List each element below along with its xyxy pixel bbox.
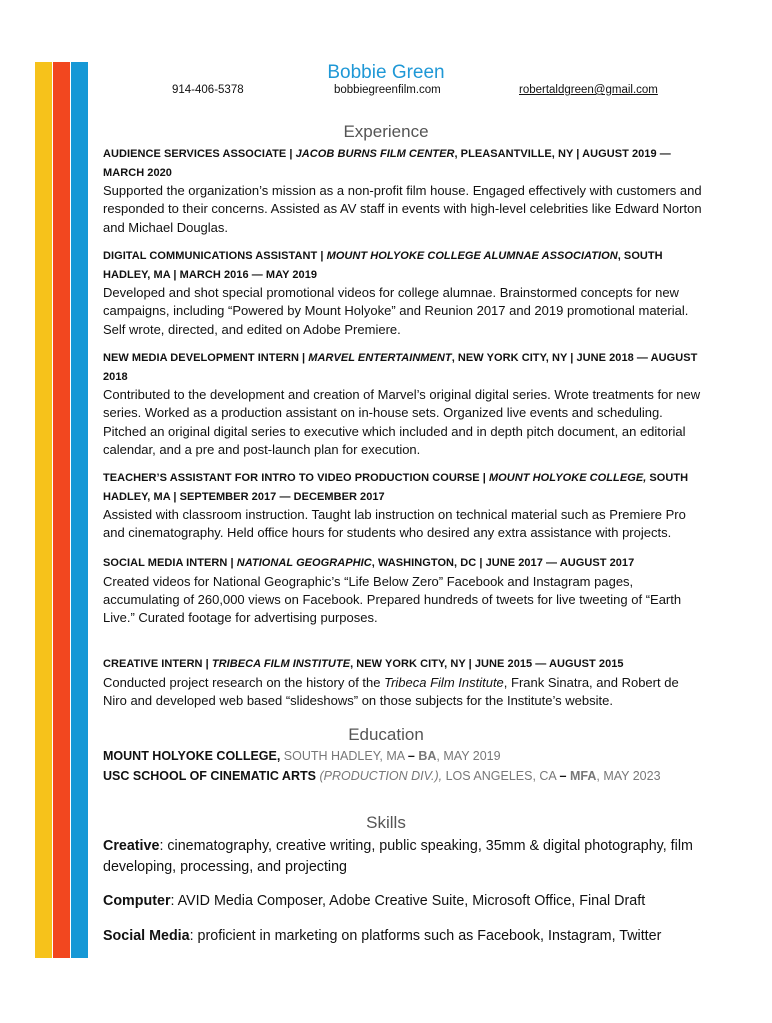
experience-entry [103,655,703,710]
job-description: Assisted with classroom instruction. Taught lab instruction on technical material such as Premiere Pro and cinematography. Held office hours for students who desired any extra assistance with projects. [103,507,686,541]
experience-entry [103,349,703,460]
education-entry: MOUNT HOLYOKE COLLEGE, SOUTH HADLEY, MA – BA, MAY 2019 [103,749,501,763]
job-header: AUDIENCE SERVICES ASSOCIATE | JACOB BURNS FILM CENTER, PLEASANTVILLE, NY | AUGUST 2019 — MARCH 2020 [103,148,671,179]
skill-entry: Computer: AVID Media Composer, Adobe Creative Suite, Microsoft Office, Final Draft [103,893,646,909]
job-header: SOCIAL MEDIA INTERN | NATIONAL GEOGRAPHIC, WASHINGTON, DC | JUNE 2017 — AUGUST 2017 [103,557,635,569]
experience-entry [103,145,703,237]
contact-email-link[interactable]: robertaldgreen@gmail.com [519,84,658,96]
job-header: NEW MEDIA DEVELOPMENT INTERN | MARVEL ENTERTAINMENT, NEW YORK CITY, NY | JUNE 2018 — AUGUST 2018 [103,352,698,383]
experience-entry [103,554,703,628]
contact-website[interactable]: bobbiegreenfilm.com [334,84,441,96]
skills-heading: Skills [366,813,406,832]
job-header: DIGITAL COMMUNICATIONS ASSISTANT | MOUNT HOLYOKE COLLEGE ALUMNAE ASSOCIATION, SOUTH HADLEY, MA | MARCH 2016 — MAY 2019 [103,250,663,281]
education-heading: Education [348,725,424,744]
job-description: Conducted project research on the history of the Tribeca Film Institute, Frank Sinatra, and Robert de Niro and developed web based “slideshows” on those subjects for the Institute’s website. [103,674,679,708]
job-description: Supported the organization’s mission as a non-profit film house. Engaged effectively with customers and responded to their concerns. Assisted as AV staff in events with high-level celebrities like Edward Norton and Michael Douglas. [103,183,702,235]
job-description: Contributed to the development and creation of Marvel’s original digital series. Wrote treatments for new series. Worked as a production assistant on in-house sets. Organized live events and scheduling. Pitched an original digital series to executive which included and in depth pitch document, an editorial calendar, and a pre and post-launch plan for execution. [103,387,701,458]
experience-entry [103,469,703,543]
contact-phone: 914-406-5378 [172,84,244,96]
experience-heading: Experience [343,122,429,141]
job-description: Developed and shot special promotional videos for college alumnae. Brainstormed concepts for new campaigns, including “Powered by Mount Holyoke” and Reunion 2017 and 2019 promotional material. Self wrote, directed, and edited on Adobe Premiere. [103,285,689,337]
education-entry: USC SCHOOL OF CINEMATIC ARTS (PRODUCTION DIV.), LOS ANGELES, CA – MFA, MAY 2023 [103,769,661,783]
job-header: CREATIVE INTERN | TRIBECA FILM INSTITUTE, NEW YORK CITY, NY | JUNE 2015 — AUGUST 2015 [103,658,624,670]
job-description: Created videos for National Geographic’s “Life Below Zero” Facebook and Instagram pages, accumulating of 260,000 views on Facebook. Prepared hundreds of tweets for live tweeting of “Earth Live.” Curated footage for advertising purposes. [103,573,682,626]
skill-entry: Social Media: proficient in marketing on platforms such as Facebook, Instagram, Twitter [103,928,662,944]
experience-entry [103,247,703,339]
job-header: TEACHER’S ASSISTANT FOR INTRO TO VIDEO PRODUCTION COURSE | MOUNT HOLYOKE COLLEGE, SOUTH HADLEY, MA | SEPTEMBER 2017 — DECEMBER 2017 [103,472,689,503]
resume-name: Bobbie Green [327,62,445,83]
skill-entry: Creative: cinematography, creative writing, public speaking, 35mm & digital photography, film developing, processing, and projecting [103,838,693,875]
